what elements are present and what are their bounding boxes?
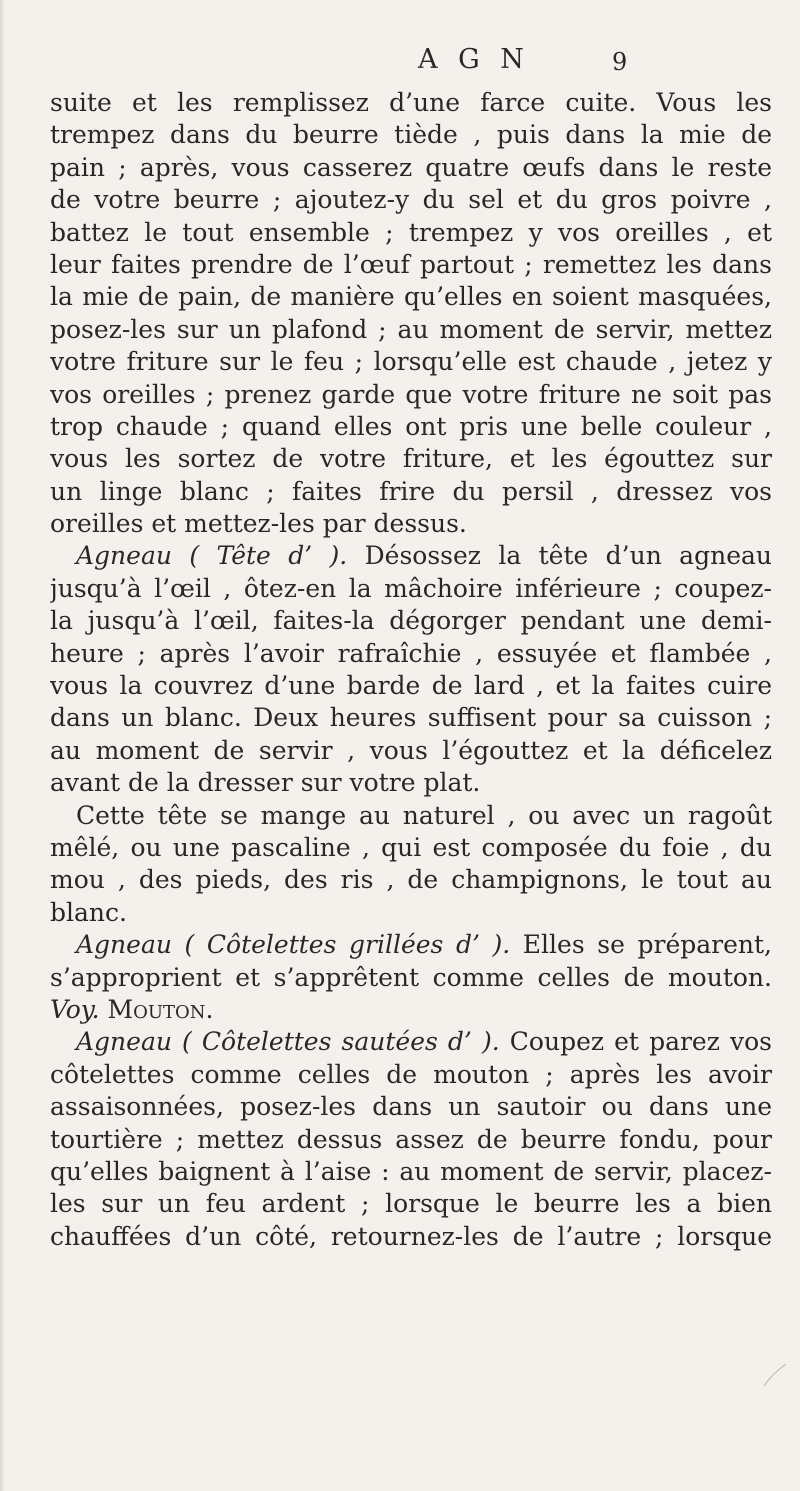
text-line [50, 1221, 772, 1253]
line-text: suite et les remplissez d’une farce cuite. Vous les [50, 88, 772, 117]
line-text: qu’elles baignent à l’aise : au moment de servir, placez- [50, 1156, 772, 1186]
cross-reference: Mouton. [107, 994, 214, 1024]
entry-heading: Voy. [50, 994, 100, 1024]
line-text: vous les sortez de votre friture, et les égouttez sur [50, 444, 772, 474]
running-head: A G N [418, 44, 530, 75]
text-line [50, 573, 772, 605]
line-text: au moment de servir , vous l’égouttez et la déficelez [50, 735, 772, 765]
text-line [50, 281, 772, 313]
line-text: la jusqu’à l’œil, faites-la dégorger pendant une demi- [50, 606, 772, 636]
line-text: oreilles et mettez-les par dessus. [50, 509, 467, 539]
text-line [50, 1091, 772, 1123]
text-line [50, 1124, 772, 1156]
line-text: de votre beurre ; ajoutez-y du sel et du gros poivre , [50, 185, 772, 215]
line-text: assaisonnées, posez-les dans un sautoir ou dans une [50, 1092, 772, 1122]
body-text [50, 87, 772, 1253]
text-line [50, 346, 772, 378]
text-line [50, 800, 772, 832]
entry-heading: Agneau ( Côtelettes sautées d’ ). [76, 1027, 500, 1057]
text-line [50, 1156, 772, 1188]
entry-heading: Agneau ( Côtelettes grillées d’ ). [76, 930, 511, 960]
line-text: chauffées d’un côté, retournez-les de l’autre ; lorsque [50, 1221, 772, 1251]
text-line [50, 119, 772, 151]
line-text: dans un blanc. Deux heures suffisent pour sa cuisson ; [50, 703, 772, 733]
text-line [50, 864, 772, 896]
line-text: vos oreilles ; prenez garde que votre friture ne soit pas [50, 379, 772, 409]
page-number: 9 [612, 48, 628, 76]
line-text: Elles se préparent, [510, 930, 772, 960]
line-text: pain ; après, vous casserez quatre œufs dans le reste [50, 152, 772, 182]
line-text: les sur un feu ardent ; lorsque le beurre les a bien [50, 1189, 772, 1219]
line-text: Désossez la tête d’un agneau [347, 541, 772, 571]
text-line [50, 379, 772, 411]
text-line [50, 411, 772, 443]
text-line [50, 638, 772, 670]
line-text: jusqu’à l’œil , ôtez-en la mâchoire inférieure ; coupez- [50, 573, 772, 603]
line-text: posez-les sur un plafond ; au moment de servir, mettez [50, 314, 772, 344]
line-text: tourtière ; mettez dessus assez de beurre fondu, pour [50, 1124, 772, 1154]
text-line [50, 249, 772, 281]
text-line [50, 217, 772, 249]
text-line [50, 702, 772, 734]
line-text: la mie de pain, de manière qu’elles en soient masquées, [50, 282, 772, 312]
line-text: votre friture sur le feu ; lorsqu’elle est chaude , jetez y [50, 347, 772, 377]
line-text: blanc. [50, 897, 127, 927]
text-line [50, 184, 772, 216]
line-text: trop chaude ; quand elles ont pris une belle couleur , [50, 411, 772, 441]
text-line [50, 540, 772, 572]
text-line [50, 87, 772, 119]
page-header [0, 40, 800, 80]
line-text: heure ; après l’avoir rafraîchie , essuyée et flambée , [50, 638, 772, 668]
line-text: s’approprient et s’apprêtent comme celles de mouton. [50, 962, 772, 992]
text-line [50, 476, 772, 508]
text-line [50, 767, 772, 799]
text-line [50, 443, 772, 475]
line-text: leur faites prendre de l’œuf partout ; remettez les dans [50, 249, 772, 279]
entry-heading: Agneau ( Tête d’ ). [76, 541, 348, 571]
line-text: mêlé, ou une pascaline , qui est composée du foie , du [50, 832, 772, 862]
text-line [50, 1059, 772, 1091]
text-line [50, 929, 772, 961]
text-line [50, 605, 772, 637]
line-text: un linge blanc ; faites frire du persil , dressez vos [50, 476, 772, 506]
text-line [50, 1026, 772, 1058]
text-line [50, 1188, 772, 1220]
text-line [50, 314, 772, 346]
line-text: avant de la dresser sur votre plat. [50, 768, 481, 798]
text-line [50, 670, 772, 702]
text-line [50, 152, 772, 184]
line-text: vous la couvrez d’une barde de lard , et la faites cuire [50, 671, 772, 701]
margin-mark [760, 1360, 790, 1390]
line-text: Cette tête se mange au naturel , ou avec un ragoût [76, 800, 772, 830]
line-text: mou , des pieds, des ris , de champignons, le tout au [50, 865, 772, 895]
line-text: battez le tout ensemble ; trempez y vos oreilles , et [50, 217, 772, 247]
line-text: côtelettes comme celles de mouton ; après les avoir [50, 1059, 772, 1089]
text-line [50, 897, 772, 929]
text-line [50, 735, 772, 767]
text-line [50, 962, 772, 994]
text-line [50, 994, 772, 1026]
text-line [50, 508, 772, 540]
line-text: Coupez et parez vos [499, 1027, 772, 1057]
line-text [100, 995, 108, 1024]
text-line [50, 832, 772, 864]
page-gutter-edge [0, 0, 5, 1491]
line-text: trempez dans du beurre tiède , puis dans la mie de [50, 120, 772, 150]
